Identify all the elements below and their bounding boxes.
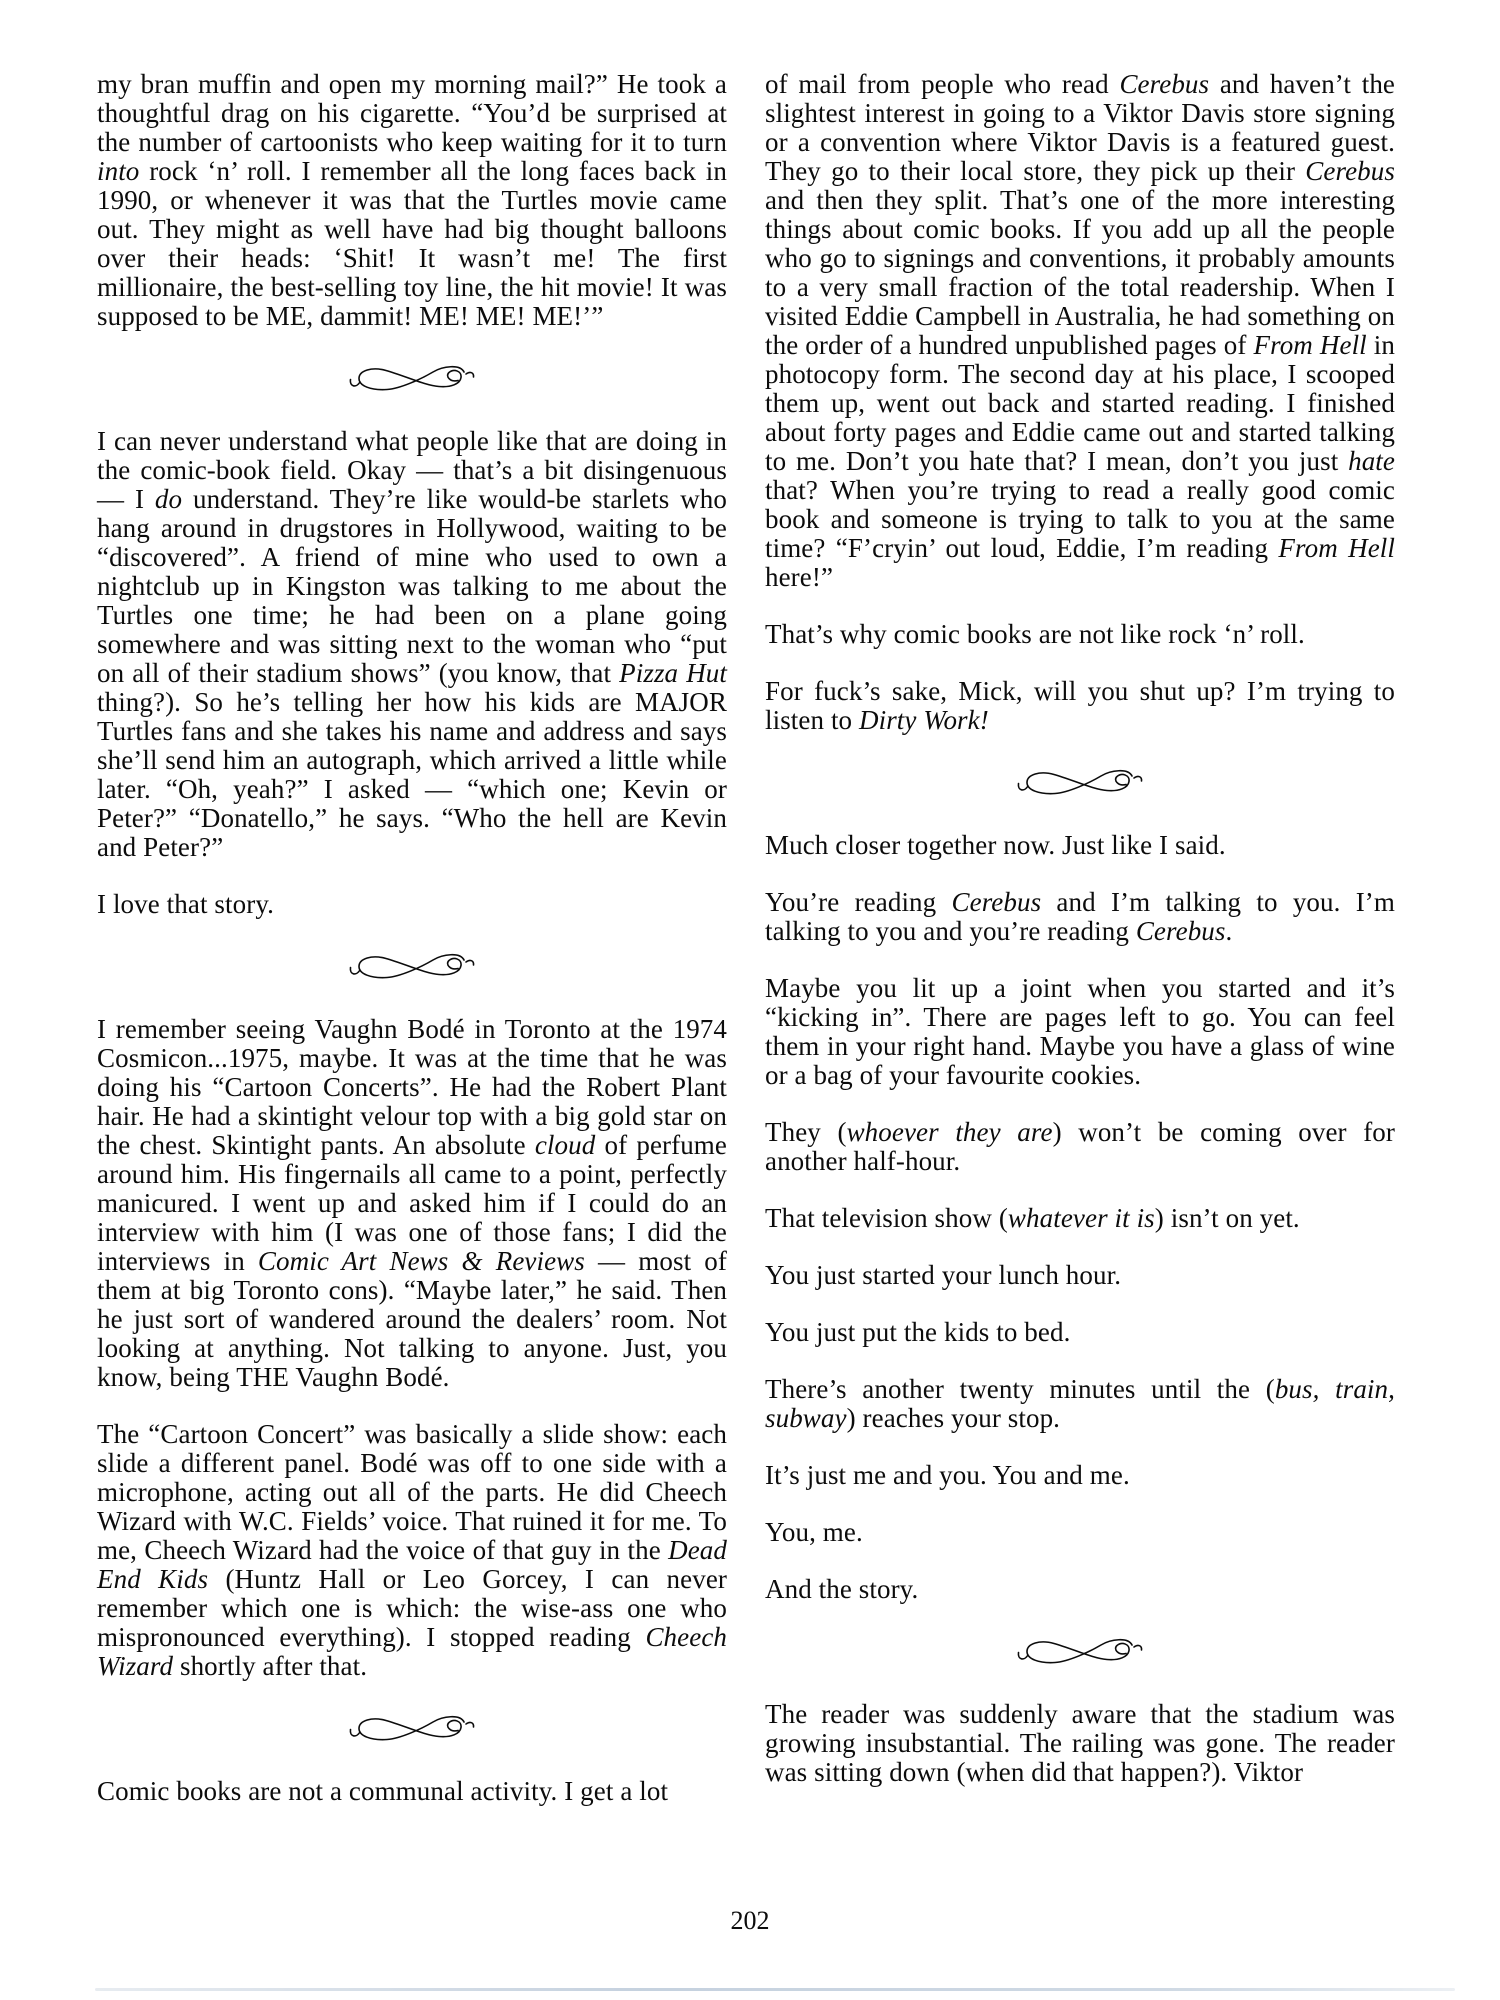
text-run: of perfume around him. His fingernails all came to a point, perfectly manicured. I went up and asked him if I could do an interview with him (I was one of those fans; I did the interviews in [97,1130,727,1276]
text-run: shortly after that. [173,1651,368,1681]
text-run: and I’m talking to you. I’m talking to you and you’re reading [765,887,1395,946]
text-run: thing?). So he’s telling her how his kids are MAJOR Turtles fans and she takes his name and address and says she’ll send him an autograph, which arrived a little while later. “Oh, yeah?” I asked — “which one; Kevin or Peter?” “Donatello,” he says. “Who the hell are Kevin and Peter?” [97,687,727,862]
infinity-flourish-icon [1016,763,1144,801]
text-run: . [1225,916,1233,946]
italic-text-run: Pizza Hut [619,658,727,688]
text-columns [97,70,1395,1834]
italic-text-run: whoever they are [846,1117,1053,1147]
text-run: Comic books are not a communal activity. I get a lot [97,1776,669,1806]
infinity-flourish-icon [1016,1632,1144,1670]
italic-text-run: do [154,484,183,514]
italic-text-run: into [97,156,140,186]
section-divider-flourish [97,1709,727,1747]
paragraph [765,1318,1395,1347]
paragraph [765,831,1395,860]
paragraph [97,427,727,862]
italic-text-run: Comic Art News & Reviews [257,1246,585,1276]
italic-text-run: Cheech Wizard [97,1622,727,1681]
text-run: and then they split. That’s one of the more interesting things about comic books. If you add up all the people who go to signings and conventions, it probably amounts to a very small fraction of the total readership. When I visited Eddie Campbell in Australia, he had something on the order of a hundred unpublished pages of [765,185,1395,360]
italic-text-run: whatever it is [1007,1203,1155,1233]
scan-edge-artifact [95,1988,1455,1991]
text-run: rock ‘n’ roll. I remember all the long faces back in 1990, or whenever it was that the Turtles movie came out. They might as well have had big thought balloons over their heads: ‘Shit! It wasn’t me! The first millionaire, the best-selling toy line, the hit movie! It was supposed to be ME, dammit! ME! ME! ME!’” [97,156,727,331]
text-run: and haven’t the slightest interest in going to a Viktor Davis store signing or a convention where Viktor Davis is a featured guest. They go to their local store, they pick up their [765,69,1396,186]
text-run: That television show ( [765,1203,1008,1233]
italic-text-run: cloud [534,1130,596,1160]
text-run: You’re reading [765,887,952,917]
text-run: ) reaches your stop. [846,1403,1061,1433]
text-run: ) isn’t on yet. [1154,1203,1300,1233]
paragraph [97,1015,727,1392]
text-run: That’s why comic books are not like rock ‘n’ roll. [765,619,1305,649]
italic-text-run: Cerebus [1119,69,1210,99]
text-run: (Huntz Hall or Leo Gorcey, I can never remember which one is which: the wise-ass one who mispronounced everything). I stopped reading [97,1564,728,1652]
text-run: You just put the kids to bed. [765,1317,1071,1347]
text-run: They ( [765,1117,847,1147]
text-run: ) won’t be coming over for another half-hour. [765,1117,1395,1176]
paragraph [765,677,1395,735]
text-run: — most of them at big Toronto cons). “Maybe later,” he said. Then he just sort of wandered around the dealers’ room. Not looking at anything. Not talking to anyone. Just, you know, being THE Vaughn Bodé. [97,1246,727,1392]
section-divider-flourish [97,359,727,397]
italic-text-run: From Hell [1278,533,1395,563]
text-run: Much closer together now. Just like I said. [765,830,1226,860]
text-run: understand. They’re like would-be starlets who hang around in drugstores in Hollywood, waiting to be “discovered”. A friend of mine who used to own a nightclub up in Kingston was talking to me about the Turtles one time; he had been on a plane going somewhere and was sitting next to the woman who “put on all of their stadium shows” (you know, that [97,484,727,688]
right-column [765,70,1395,1834]
paragraph [765,974,1395,1090]
text-run: I can never understand what people like that are doing in the comic-book field. Okay — that’s a bit disingenuous — I [97,426,727,514]
paragraph [97,1777,727,1806]
text-run: of mail from people who read [765,69,1120,99]
text-run: The “Cartoon Concert” was basically a slide show: each slide a different panel. Bodé was off to one side with a microphone, acting out all of the parts. He did Cheech Wizard with W.C. Fields’ voice. That ruined it for me. To me, Cheech Wizard had the voice of that guy in the [97,1419,727,1565]
infinity-flourish-icon [348,947,476,985]
paragraph [765,1261,1395,1290]
text-run: There’s another twenty minutes until the ( [765,1374,1275,1404]
paragraph [765,1461,1395,1490]
italic-text-run: bus, train, subway [765,1374,1395,1433]
text-run: It’s just me and you. You and me. [765,1460,1130,1490]
italic-text-run: Dirty Work! [859,705,989,735]
text-run: And the story. [765,1574,919,1604]
paragraph [765,1118,1395,1176]
paragraph [765,1700,1395,1787]
section-divider-flourish [97,947,727,985]
text-run: For fuck’s sake, Mick, will you shut up? I’m trying to listen to [765,676,1395,735]
left-column [97,70,727,1834]
page-number: 202 [730,1906,770,1935]
text-run: I love that story. [97,889,275,919]
paragraph [765,620,1395,649]
italic-text-run: Cerebus [1305,156,1395,186]
paragraph [765,1518,1395,1547]
text-run: I remember seeing Vaughn Bodé in Toronto at the 1974 Cosmicon...1975, maybe. It was at the time that he was doing his “Cartoon Concerts”. He had the Robert Plant hair. He had a skintight velour top with a big gold star on the chest. Skintight pants. An absolute [97,1014,727,1160]
section-divider-flourish [765,763,1395,801]
paragraph [765,888,1395,946]
text-run: You, me. [765,1517,863,1547]
italic-text-run: Cerebus [951,887,1042,917]
infinity-flourish-icon [348,1709,476,1747]
paragraph [97,890,727,919]
paragraph [765,1204,1395,1233]
text-run: my bran muffin and open my morning mail?” He took a thoughtful drag on his cigarette. “You’d be surprised at the number of cartoonists who keep waiting for it to turn [97,69,727,157]
text-run: You just started your lunch hour. [765,1260,1122,1290]
text-run: that? When you’re trying to read a really good comic book and someone is trying to talk to you at the same time? “F’cryin’ out loud, Eddie, I’m reading [765,475,1395,563]
text-run: Maybe you lit up a joint when you started and it’s “kicking in”. There are pages left to go. You can feel them in your right hand. Maybe you have a glass of wine or a bag of your favourite cookies. [765,973,1395,1090]
section-divider-flourish [765,1632,1395,1670]
paragraph [765,70,1395,592]
text-run: here!” [765,562,834,592]
infinity-flourish-icon [348,359,476,397]
italic-text-run: hate [1348,446,1395,476]
italic-text-run: Cerebus [1135,916,1226,946]
italic-text-run: Dead End Kids [97,1535,727,1594]
paragraph [97,1420,727,1681]
text-run: in photocopy form. The second day at his place, I scooped them up, went out back and started reading. I finished about forty pages and Eddie came out and started talking to me. Don’t you hate that? I mean, don’t you just [765,330,1396,476]
text-run: The reader was suddenly aware that the stadium was growing insubstantial. The railing was gone. The reader was sitting down (when did that happen?). Viktor [765,1699,1395,1787]
paragraph [97,70,727,331]
paragraph [765,1375,1395,1433]
paragraph [765,1575,1395,1604]
italic-text-run: From Hell [1253,330,1367,360]
